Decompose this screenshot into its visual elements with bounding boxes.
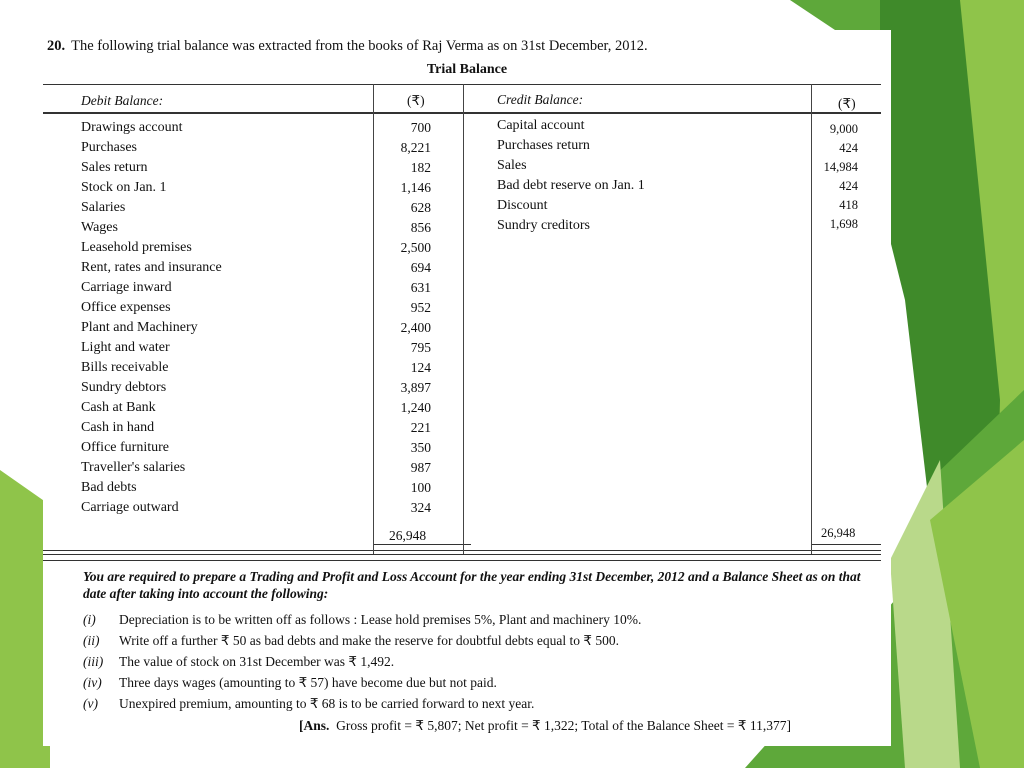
total-double-rule (43, 554, 881, 555)
list-item (83, 696, 534, 712)
table-row (81, 480, 137, 496)
table-row (81, 340, 170, 356)
debit-amount: 100 (410, 480, 431, 495)
credit-amount: 14,984 (823, 160, 858, 174)
table-row (81, 360, 168, 376)
credit-label: Discount (497, 198, 548, 213)
debit-amount: 350 (410, 440, 431, 455)
table-title: Trial Balance (426, 62, 508, 77)
table-row (81, 500, 179, 516)
table-row (497, 138, 590, 154)
debit-label: Office expenses (81, 300, 171, 315)
table-row (81, 120, 182, 136)
debit-amount: 324 (410, 500, 431, 515)
debit-amount: 856 (410, 220, 431, 235)
list-item (83, 654, 394, 670)
credit-total-rule (811, 544, 881, 545)
table-row (81, 140, 137, 156)
credit-label: Bad debt reserve on Jan. 1 (497, 178, 645, 193)
debit-amount: 628 (410, 200, 431, 215)
debit-label: Traveller's salaries (81, 460, 186, 475)
debit-label: Sundry debtors (81, 380, 167, 395)
adjustment-number: (iii) (83, 654, 104, 669)
credit-label: Sundry creditors (497, 218, 590, 233)
credit-rupee-header: (₹) (838, 96, 856, 111)
table-row (81, 160, 147, 176)
table-row (81, 240, 192, 256)
table-row (81, 380, 166, 396)
debit-label: Stock on Jan. 1 (81, 180, 167, 195)
adjustment-text: Unexpired premium, amounting to ₹ 68 is to be carried forward to next year. (119, 696, 535, 711)
debit-label: Bills receivable (81, 360, 169, 375)
table-row (497, 178, 645, 194)
adjustment-text: The value of stock on 31st December was ₹ 1,492. (119, 654, 395, 669)
credit-amount: 418 (839, 198, 858, 212)
debit-label: Plant and Machinery (81, 320, 198, 335)
debit-total: 26,948 (389, 528, 427, 543)
debit-label: Sales return (81, 160, 148, 175)
table-row (497, 198, 548, 214)
total-top-rule (43, 550, 881, 551)
header-bottom-rule (43, 112, 881, 114)
credit-label: Sales (497, 158, 527, 173)
debit-label: Purchases (81, 140, 137, 155)
instructions: You are required to prepare a Trading and Profit and Loss Account for the year ending 31st December, 2012 and a Balance Sheet as on that date after taking into account the following: (83, 569, 861, 601)
debit-amount: 2,400 (400, 320, 431, 335)
table-row (81, 220, 118, 236)
table-row (81, 200, 125, 216)
table-row (81, 280, 172, 296)
list-item (83, 675, 497, 691)
adjustment-number: (iv) (83, 675, 102, 690)
debit-label: Wages (81, 220, 118, 235)
credit-header: Credit Balance: (497, 92, 584, 107)
debit-label: Carriage outward (81, 500, 179, 515)
adjustment-number: (ii) (83, 633, 100, 648)
debit-rupee-header: (₹) (407, 93, 425, 108)
adjustment-text: Three days wages (amounting to ₹ 57) have become due but not paid. (119, 675, 497, 690)
debit-amount: 182 (410, 160, 431, 175)
credit-amount: 1,698 (829, 217, 858, 231)
debit-amount: 952 (410, 300, 431, 315)
debit-label: Bad debts (81, 480, 137, 495)
credit-amount: 424 (839, 179, 858, 193)
debit-amount: 987 (410, 460, 431, 475)
adjustment-number: (i) (83, 612, 96, 627)
question-heading (47, 38, 648, 55)
list-item (83, 612, 641, 628)
debit-amount: 124 (410, 360, 431, 375)
answer-prefix: [Ans. (299, 718, 330, 733)
adjustment-text: Depreciation is to be written off as follows : Lease hold premises 5%, Plant and machinery 10%. (119, 612, 642, 627)
table-row (81, 180, 167, 196)
question-text: The following trial balance was extracted from the books of Raj Verma as on 31st December, 2012. (71, 38, 648, 54)
debit-label: Light and water (81, 340, 170, 355)
debit-label: Office furniture (81, 440, 169, 455)
debit-header: Debit Balance: (81, 93, 164, 108)
table-row (81, 420, 154, 436)
debit-amount: 1,240 (400, 400, 431, 415)
debit-amount: 2,500 (400, 240, 431, 255)
credit-label: Capital account (497, 118, 585, 133)
debit-total-rule (373, 544, 471, 545)
debit-label: Drawings account (81, 120, 183, 135)
document-page (43, 30, 891, 746)
answer-text: Gross profit = ₹ 5,807; Net profit = ₹ 1,322; Total of the Balance Sheet = ₹ 11,377] (336, 718, 791, 733)
debit-amount: 8,221 (400, 140, 431, 155)
table-row (81, 400, 156, 416)
table-row (81, 320, 198, 336)
table-row (81, 440, 169, 456)
table-row (81, 460, 185, 476)
table-row (81, 260, 222, 276)
answer-line (299, 718, 791, 734)
debit-label: Carriage inward (81, 280, 172, 295)
credit-total: 26,948 (821, 526, 856, 540)
debit-label: Rent, rates and insurance (81, 260, 222, 275)
credit-amount: 9,000 (829, 122, 858, 136)
debit-amount: 700 (410, 120, 431, 135)
list-item (83, 633, 619, 649)
debit-label: Cash in hand (81, 420, 155, 435)
table-row (497, 118, 584, 134)
debit-label: Salaries (81, 200, 126, 215)
debit-amount: 1,146 (400, 180, 431, 195)
credit-amount: 424 (839, 141, 858, 155)
credit-label: Purchases return (497, 138, 590, 153)
debit-amount: 631 (410, 280, 431, 295)
question-number: 20. (47, 38, 66, 54)
table-row (81, 300, 171, 316)
debit-amount: 694 (410, 260, 431, 275)
adjustment-number: (v) (83, 696, 98, 711)
debit-amount-right-rule (463, 84, 464, 554)
table-row (497, 158, 527, 174)
table-top-rule (43, 84, 881, 85)
debit-amount: 221 (410, 420, 431, 435)
debit-amount: 3,897 (400, 380, 431, 395)
adjustment-text: Write off a further ₹ 50 as bad debts and make the reserve for doubtful debts equal to ₹ 500. (119, 633, 619, 648)
debit-amount: 795 (410, 340, 431, 355)
debit-label: Cash at Bank (81, 400, 156, 415)
debit-label: Leasehold premises (81, 240, 192, 255)
table-row (497, 218, 590, 234)
table-bottom-rule (43, 560, 881, 561)
